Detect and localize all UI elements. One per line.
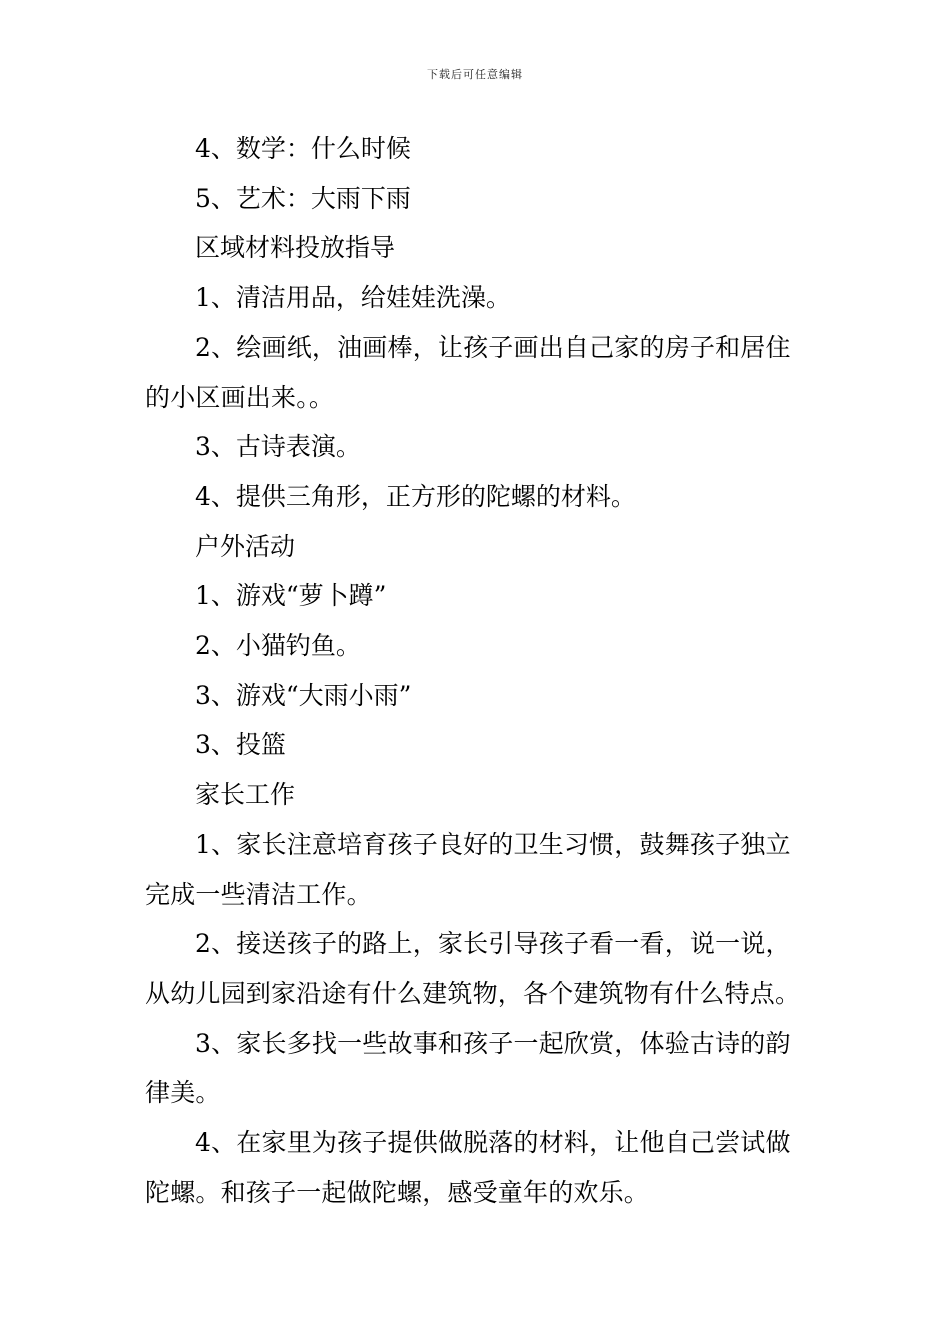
text-line: 1、游戏“萝卜蹲”: [195, 581, 387, 611]
text-line: 3、投篮: [195, 730, 286, 760]
paragraph: 2、接送孩子的路上，家长引导孩子看一看，说一说，从幼儿园到家沿途有什么建筑物，各个建筑物有什么特点。: [145, 929, 801, 1008]
text-line: 3、游戏“大雨小雨”: [195, 680, 412, 710]
section-heading: 户外活动: [195, 531, 296, 561]
paragraph: 1、家长注意培育孩子良好的卫生习惯，鼓舞孩子独立完成一些清洁工作。: [145, 829, 791, 909]
paragraph: 2、绘画纸，油画棒，让孩子画出自己家的房子和居住的小区画出来。。: [145, 332, 791, 412]
paragraph: 3、家长多找一些故事和孩子一起欣赏，体验古诗的韵律美。: [145, 1028, 791, 1108]
header-note: 下载后可任意编辑: [427, 68, 523, 81]
text-line: 5、艺术：大雨下雨: [195, 183, 411, 213]
document-body: [145, 124, 807, 1217]
text-line: 2、小猫钓鱼。: [195, 631, 361, 661]
paragraph: 4、在家里为孩子提供做脱落的材料，让他自己尝试做陀螺。和孩子一起做陀螺，感受童年的欢乐。: [145, 1128, 791, 1207]
text-line: 4、数学：什么时候: [195, 134, 411, 163]
text-line: 3、古诗表演。: [195, 432, 361, 462]
text-line: 4、提供三角形，正方形的陀螺的材料。: [195, 481, 636, 511]
section-heading: 区域材料投放指导: [195, 233, 396, 263]
section-heading: 家长工作: [195, 780, 296, 810]
text-line: 1、清洁用品，给娃娃洗澡。: [195, 283, 511, 313]
